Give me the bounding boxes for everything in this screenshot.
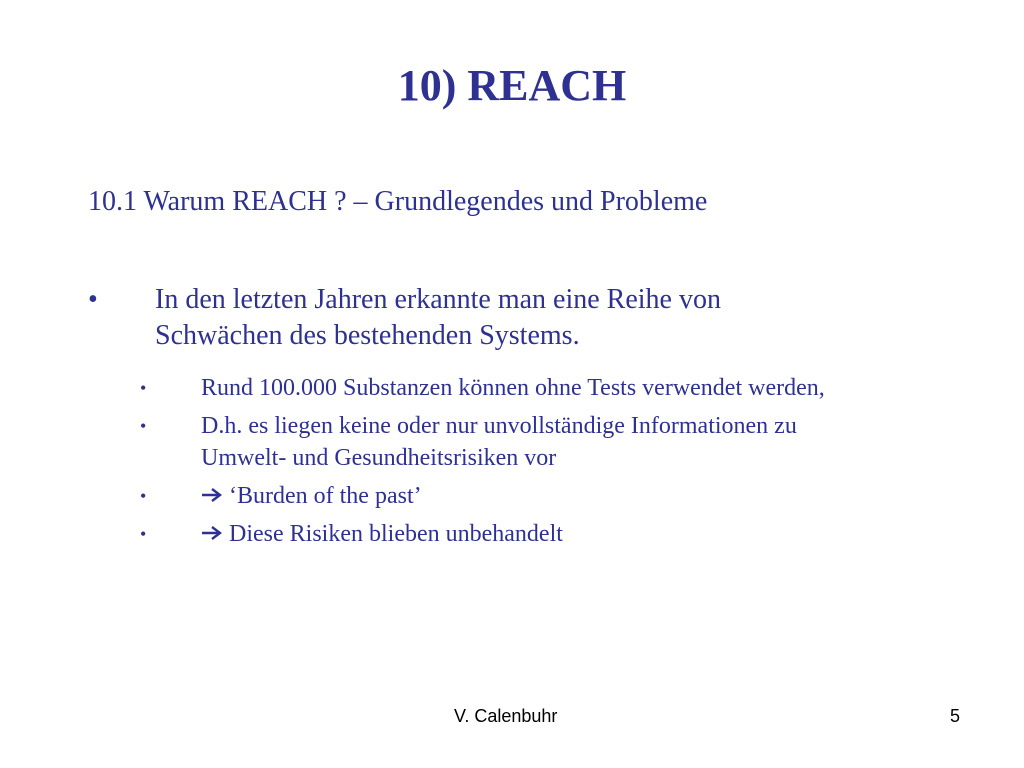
sub-bullet-line-2: Umwelt- und Gesundheitsrisiken vor xyxy=(201,445,557,471)
bullet-marker: • xyxy=(140,416,147,436)
sub-bullet-text xyxy=(201,372,961,404)
main-bullet-line-1: In den letzten Jahren erkannte man eine Reihe von xyxy=(155,284,721,315)
sub-bullet-item xyxy=(140,518,980,550)
sub-bullet-line-1: ‘Burden of the past’ xyxy=(229,483,422,509)
sub-bullet-list xyxy=(140,372,980,556)
sub-bullet-item xyxy=(140,410,980,474)
section-subtitle: 10.1 Warum REACH ? – Grundlegendes und Probleme xyxy=(88,186,708,217)
main-bullet-text xyxy=(155,282,935,354)
sub-bullet-text xyxy=(201,410,961,474)
bullet-marker: • xyxy=(88,284,98,315)
sub-bullet-line-1: Diese Risiken blieben unbehandelt xyxy=(229,521,563,547)
sub-bullet-line-1: Rund 100.000 Substanzen können ohne Tests verwendet werden, xyxy=(201,375,825,401)
sub-bullet-item xyxy=(140,480,980,512)
main-bullet-line-2: Schwächen des bestehenden Systems. xyxy=(155,320,580,351)
footer-author: V. Calenbuhr xyxy=(454,706,558,726)
sub-bullet-line-1: D.h. es liegen keine oder nur unvollständige Informationen zu xyxy=(201,413,797,439)
slide-title: 10) REACH xyxy=(397,61,627,110)
right-arrow-icon xyxy=(201,525,223,541)
bullet-marker: • xyxy=(140,486,147,506)
right-arrow-icon xyxy=(201,487,223,503)
footer-page-number: 5 xyxy=(950,706,961,726)
bullet-marker: • xyxy=(140,378,147,398)
bullet-marker: • xyxy=(140,524,147,544)
sub-bullet-item xyxy=(140,372,980,404)
sub-bullet-text xyxy=(201,480,961,512)
sub-bullet-text xyxy=(201,518,961,550)
